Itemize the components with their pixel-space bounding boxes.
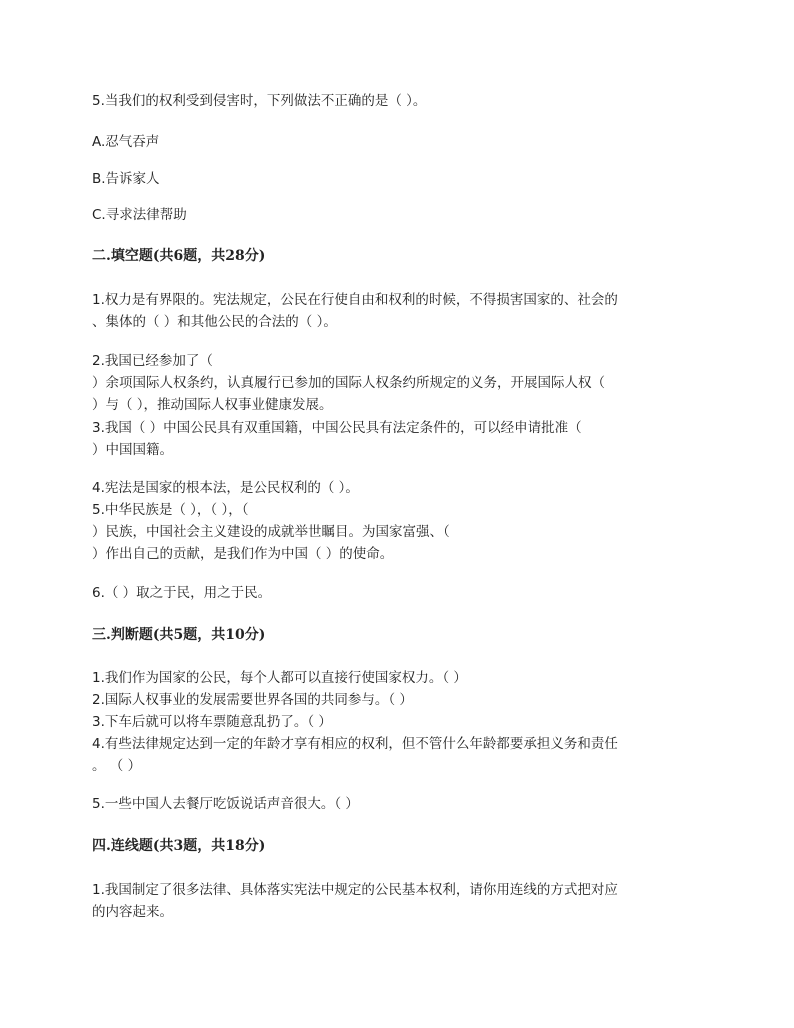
fill-q5-line2: ）民族，中国社会主义建设的成就举世瞩目。为国家富强、（ (92, 524, 450, 540)
question-5-option-a: A.忍气吞声 (92, 134, 160, 150)
judge-q5: 5.一些中国人去餐厅吃饭说话声音很大。（ ） (92, 796, 359, 812)
section-2-title: 二.填空题(共6题，共28分) (92, 248, 266, 264)
question-5-option-c: C.寻求法律帮助 (92, 207, 187, 223)
judge-q1: 1.我们作为国家的公民，每个人都可以直接行使国家权力。（ ） (92, 670, 467, 686)
fill-q6: 6.（ ）取之于民，用之于民。 (92, 585, 272, 601)
fill-q5-line1: 5.中华民族是（ ），（ ），（ (92, 502, 249, 518)
fill-q3-line2: ）中国国籍。 (92, 442, 173, 458)
judge-q4-line2: 。 （ ） (92, 758, 142, 774)
section-3-title: 三.判断题(共5题，共10分) (92, 627, 266, 643)
match-q1-line2: 的内容起来。 (92, 904, 173, 920)
fill-q2-line1: 2.我国已经参加了（ (92, 353, 213, 369)
fill-q1-line2: 、集体的（ ）和其他公民的合法的（ ）。 (92, 314, 337, 330)
judge-q4-line1: 4.有些法律规定达到一定的年龄才享有相应的权利，但不管什么年龄都要承担义务和责任 (92, 736, 618, 752)
section-4-title: 四.连线题(共3题，共18分) (92, 838, 266, 854)
fill-q1-line1: 1.权力是有界限的。宪法规定，公民在行使自由和权利的时候，不得损害国家的、社会的 (92, 292, 618, 308)
match-q1-line1: 1.我国制定了很多法律、具体落实宪法中规定的公民基本权利，请你用连线的方式把对应 (92, 882, 618, 898)
question-5-stem: 5.当我们的权利受到侵害时，下列做法不正确的是（ ）。 (92, 93, 427, 109)
fill-q5-line3: ）作出自己的贡献，是我们作为中国（ ）的使命。 (92, 546, 394, 562)
fill-q4: 4.宪法是国家的根本法，是公民权利的（ ）。 (92, 480, 359, 496)
fill-q2-line3: ）与（ ），推动国际人权事业健康发展。 (92, 397, 333, 413)
question-5-option-b: B.告诉家人 (92, 171, 160, 187)
judge-q3: 3.下车后就可以将车票随意乱扔了。（ ） (92, 714, 332, 730)
fill-q2-line2: ）余项国际人权条约，认真履行已参加的国际人权条约所规定的义务，开展国际人权（ (92, 375, 605, 391)
judge-q2: 2.国际人权事业的发展需要世界各国的共同参与。（ ） (92, 692, 413, 708)
fill-q3-line1: 3.我国（ ）中国公民具有双重国籍，中国公民具有法定条件的，可以经申请批准（ (92, 420, 582, 436)
